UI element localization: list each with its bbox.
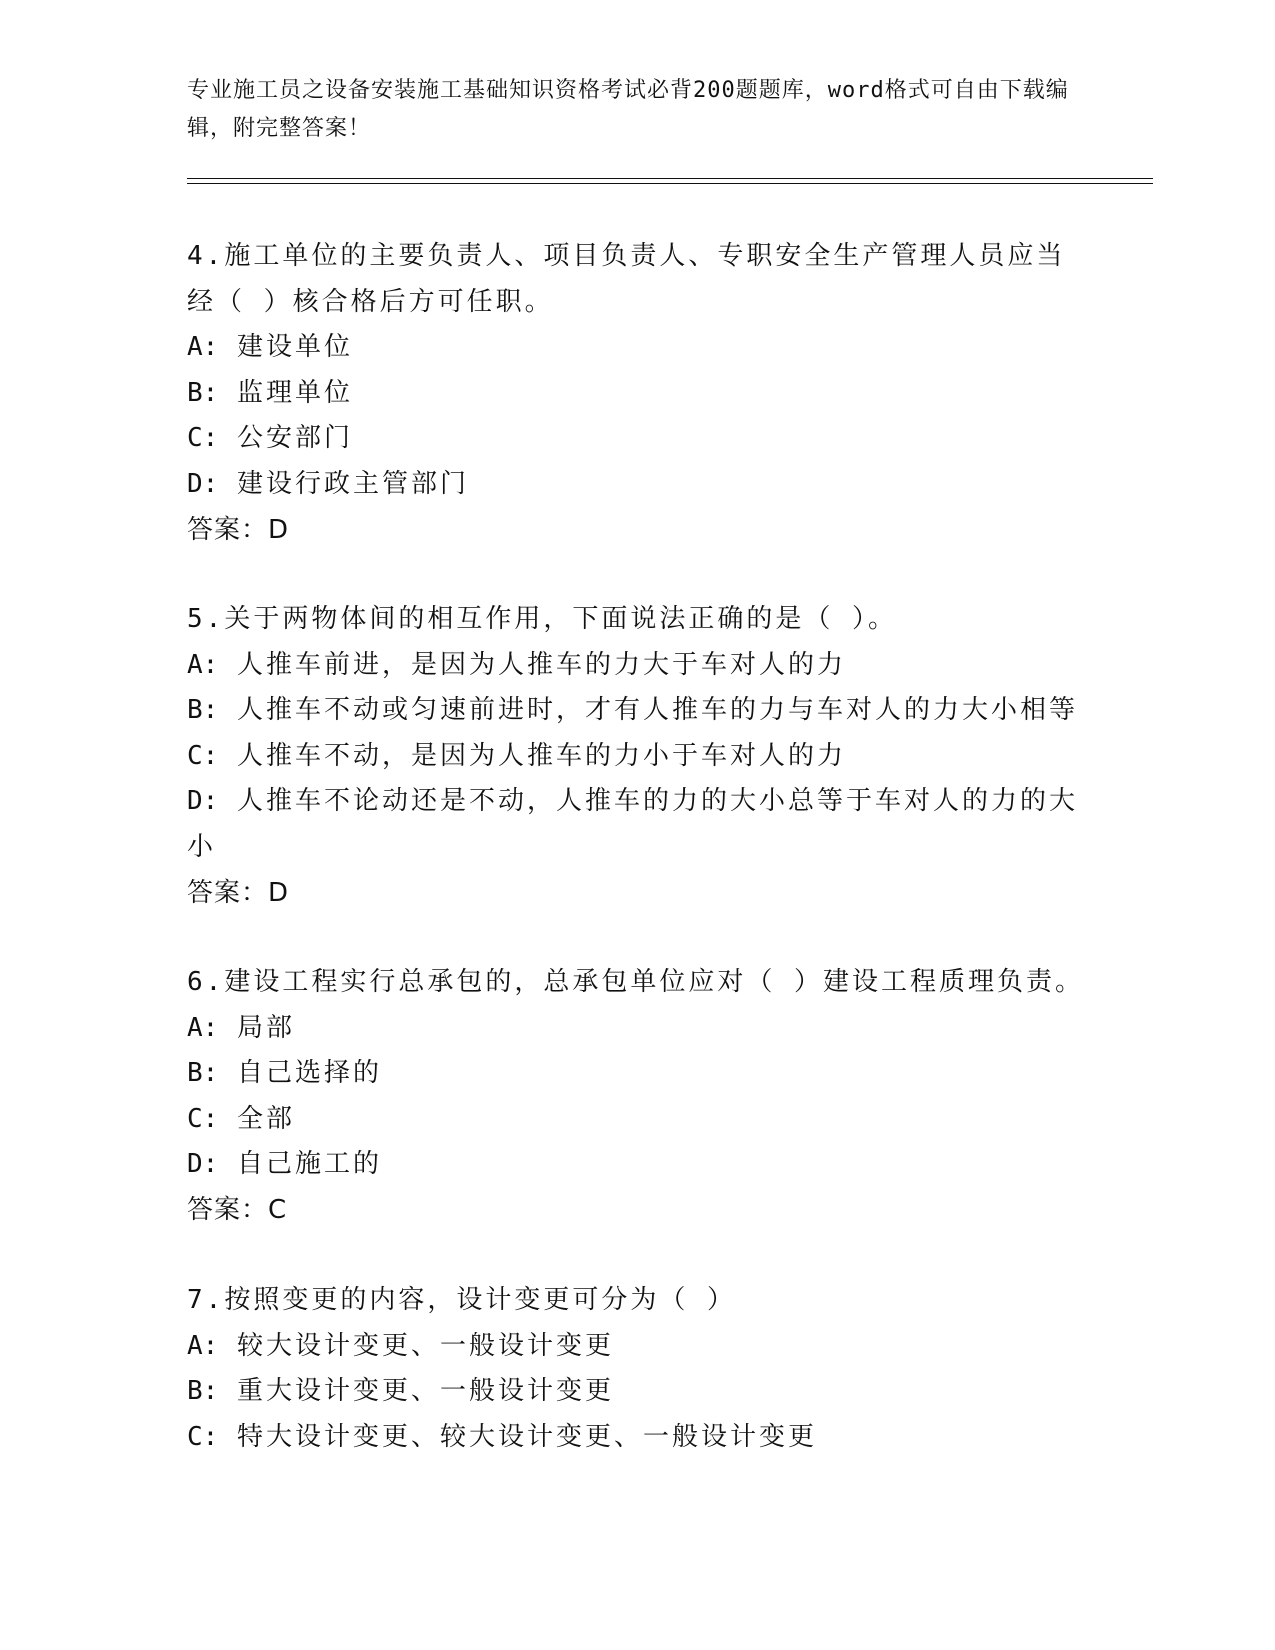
question-stem: 按照变更的内容，设计变更可分为（ ） bbox=[224, 1285, 736, 1315]
option-d bbox=[187, 1142, 1087, 1188]
option-text: 自己施工的 bbox=[218, 1149, 382, 1180]
question-number: 5. bbox=[187, 604, 225, 634]
option-b bbox=[187, 1051, 1087, 1097]
question-text bbox=[187, 234, 1087, 325]
document-header bbox=[187, 72, 1087, 148]
option-letter: A: bbox=[187, 1330, 219, 1361]
answer-value: C bbox=[268, 1194, 288, 1225]
question-number: 6. bbox=[187, 967, 225, 997]
option-d bbox=[187, 462, 1087, 508]
option-letter: C: bbox=[187, 1103, 219, 1134]
option-text: 建设行政主管部门 bbox=[218, 468, 469, 499]
option-letter: C: bbox=[187, 1421, 219, 1452]
option-a bbox=[187, 325, 1087, 371]
header-divider-top bbox=[187, 178, 1153, 179]
answer-label: 答案： bbox=[187, 1194, 269, 1225]
question-stem: 建设工程实行总承包的，总承包单位应对（ ）建设工程质理负责。 bbox=[224, 967, 1084, 997]
question-text bbox=[187, 1278, 1087, 1324]
option-b bbox=[187, 688, 1087, 734]
option-text: 全部 bbox=[218, 1103, 295, 1134]
option-c bbox=[187, 1415, 1087, 1461]
option-c bbox=[187, 734, 1087, 780]
answer-line bbox=[187, 871, 1087, 917]
option-letter: B: bbox=[187, 377, 219, 408]
option-letter: A: bbox=[187, 649, 219, 680]
option-letter: B: bbox=[187, 1376, 219, 1407]
answer-label: 答案： bbox=[187, 514, 269, 545]
option-letter: D: bbox=[187, 468, 219, 499]
option-text: 人推车不论动还是不动，人推车的力的大小总等于车对人的力的大小 bbox=[187, 786, 1078, 862]
question-text bbox=[187, 960, 1087, 1006]
option-text: 公安部门 bbox=[218, 423, 353, 454]
question-stem: 关于两物体间的相互作用，下面说法正确的是（ ）。 bbox=[224, 604, 897, 634]
question-6 bbox=[187, 960, 1087, 1234]
question-stem: 施工单位的主要负责人、项目负责人、专职安全生产管理人员应当经（ ）核合格后方可任职。 bbox=[187, 241, 1066, 317]
option-b bbox=[187, 1369, 1087, 1415]
option-text: 监理单位 bbox=[218, 377, 353, 408]
option-letter: D: bbox=[187, 786, 219, 817]
header-divider-bottom bbox=[187, 183, 1153, 184]
question-text bbox=[187, 597, 1087, 643]
option-b bbox=[187, 371, 1087, 417]
option-letter: B: bbox=[187, 1058, 219, 1089]
option-a bbox=[187, 1324, 1087, 1370]
option-letter: A: bbox=[187, 332, 219, 363]
option-text: 建设单位 bbox=[218, 332, 353, 363]
option-text: 自己选择的 bbox=[218, 1058, 382, 1089]
option-letter: C: bbox=[187, 740, 219, 771]
option-letter: B: bbox=[187, 695, 219, 726]
option-c bbox=[187, 1097, 1087, 1143]
answer-value: D bbox=[268, 514, 290, 545]
question-4 bbox=[187, 234, 1087, 553]
question-5 bbox=[187, 597, 1087, 916]
document-title: 专业施工员之设备安装施工基础知识资格考试必背200题题库，word格式可自由下载编辑，附完整答案！ bbox=[187, 78, 1069, 141]
option-letter: C: bbox=[187, 423, 219, 454]
option-d bbox=[187, 779, 1087, 870]
question-7 bbox=[187, 1278, 1087, 1460]
option-text: 人推车前进，是因为人推车的力大于车对人的力 bbox=[218, 649, 846, 680]
option-a bbox=[187, 643, 1087, 689]
answer-line bbox=[187, 508, 1087, 554]
option-letter: D: bbox=[187, 1149, 219, 1180]
option-text: 重大设计变更、一般设计变更 bbox=[218, 1376, 614, 1407]
option-text: 人推车不动，是因为人推车的力小于车对人的力 bbox=[218, 740, 846, 771]
option-a bbox=[187, 1006, 1087, 1052]
answer-line bbox=[187, 1188, 1087, 1234]
option-c bbox=[187, 416, 1087, 462]
option-text: 较大设计变更、一般设计变更 bbox=[218, 1330, 614, 1361]
answer-label: 答案： bbox=[187, 877, 269, 908]
option-text: 人推车不动或匀速前进时，才有人推车的力与车对人的力大小相等 bbox=[218, 695, 1078, 726]
option-letter: A: bbox=[187, 1012, 219, 1043]
question-number: 4. bbox=[187, 241, 225, 271]
option-text: 特大设计变更、较大设计变更、一般设计变更 bbox=[218, 1421, 817, 1452]
answer-value: D bbox=[268, 877, 290, 908]
question-number: 7. bbox=[187, 1285, 225, 1315]
option-text: 局部 bbox=[218, 1012, 295, 1043]
